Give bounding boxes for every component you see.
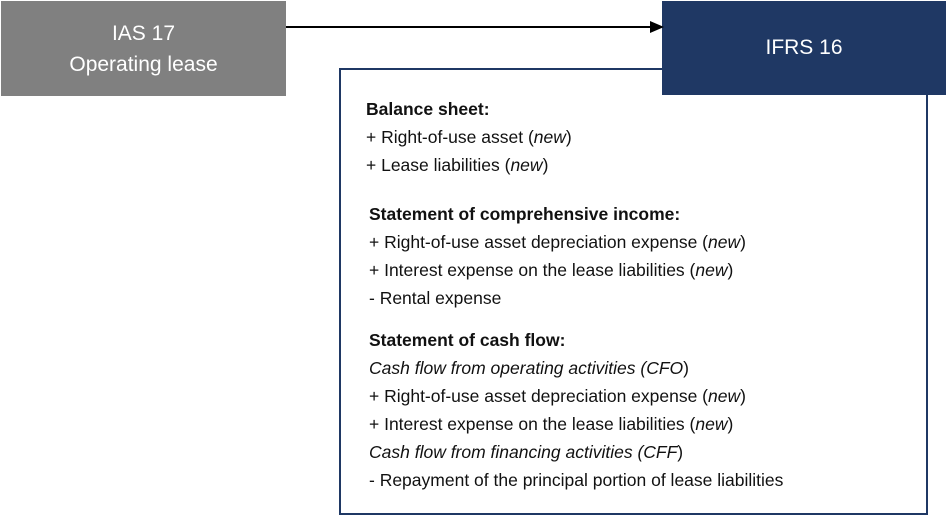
target-title: IFRS 16 bbox=[765, 36, 843, 59]
balance-sheet-item: + Right-of-use asset (new) bbox=[366, 127, 572, 147]
income-item: - Rental expense bbox=[369, 288, 502, 308]
cfo-item: + Right-of-use asset depreciation expense (new) bbox=[369, 386, 746, 406]
arrow-connector bbox=[286, 18, 666, 38]
arrow-head bbox=[650, 21, 664, 33]
ifrs16-details-box bbox=[339, 68, 928, 515]
cfo-subheading: Cash flow from operating activities (CFO) bbox=[369, 358, 689, 378]
income-item: + Interest expense on the lease liabilities (new) bbox=[369, 260, 734, 280]
source-subtitle: Operating lease bbox=[69, 52, 218, 76]
cash-flow-heading: Statement of cash flow: bbox=[369, 330, 566, 350]
income-statement-section bbox=[369, 200, 929, 312]
source-title: IAS 17 bbox=[111, 21, 176, 45]
balance-sheet-heading: Balance sheet: bbox=[366, 99, 490, 119]
ifrs16-box bbox=[662, 1, 946, 95]
balance-sheet-section bbox=[366, 95, 926, 179]
cfo-item: + Interest expense on the lease liabilities (new) bbox=[369, 414, 734, 434]
cff-item: - Repayment of the principal portion of lease liabilities bbox=[369, 470, 784, 490]
cff-subheading: Cash flow from financing activities (CFF) bbox=[369, 442, 684, 462]
balance-sheet-item: + Lease liabilities (new) bbox=[366, 155, 549, 175]
income-statement-heading: Statement of comprehensive income: bbox=[369, 204, 681, 224]
income-item: + Right-of-use asset depreciation expense (new) bbox=[369, 232, 746, 252]
cash-flow-section bbox=[369, 326, 929, 494]
ias17-operating-lease-box bbox=[1, 1, 286, 96]
